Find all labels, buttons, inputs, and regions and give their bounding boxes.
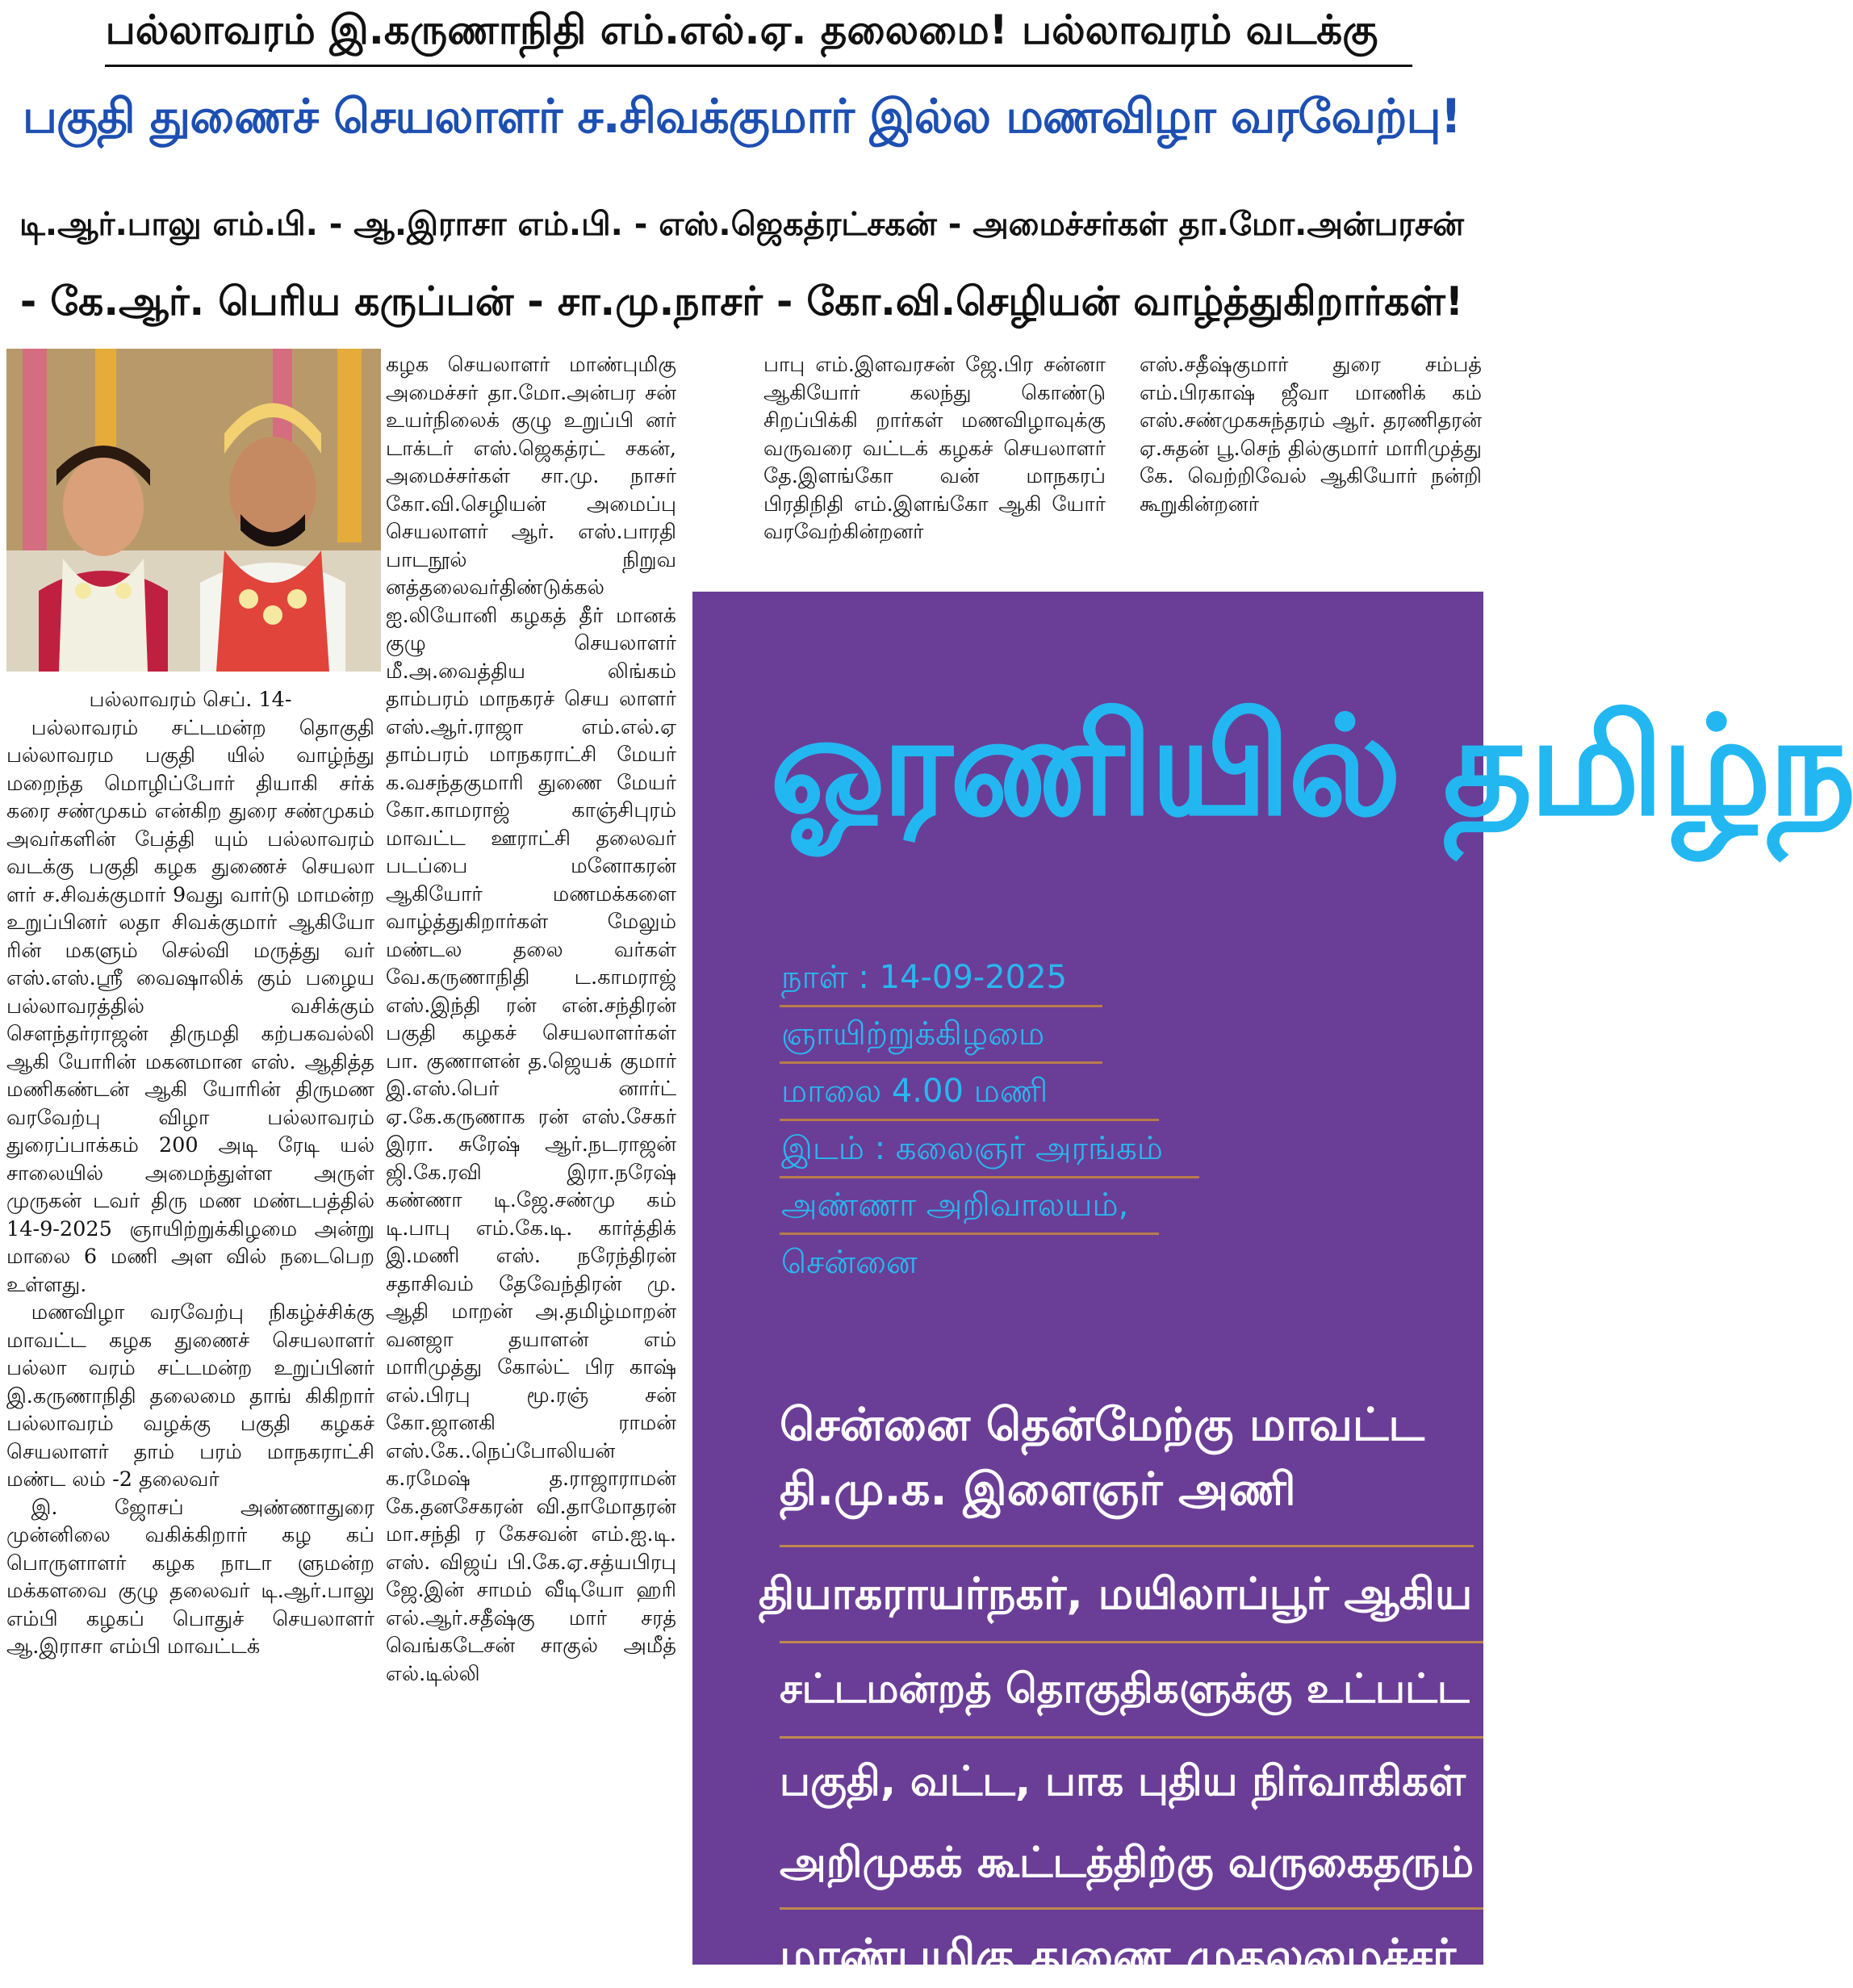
headline-line-2: பகுதி துணைச் செயலாளர் ச.சிவக்குமார் இல்ல மணவிழா வரவேற்பு! xyxy=(22,89,1462,144)
article-paragraph: மணவிழா வரவேற்பு நிகழ்ச்சிக்கு மாவட்ட கழக துணைச் செயலாளர் பல்லா வரம் சட்டமன்ற உறுப்பினர் இ.கருணாநிதி தலைமை தாங் கிகிறார் பல்லாவரம் வழக்கு பகுதி கழகச் செயலாளர் தாம் பரம் மாநகராட்சி மண்ட லம் -2 தலைவர் xyxy=(6,1300,374,1492)
poster-divider xyxy=(780,1005,1102,1007)
poster-event-divider xyxy=(780,1641,1483,1643)
poster-event-line-1: சென்னை தென்மேற்கு மாவட்ட xyxy=(780,1399,1424,1451)
couple-illustration-icon xyxy=(6,349,381,672)
article-paragraph: பாபு எம்.இளவரசன் ஜே.பிர சன்னா ஆகியோர் கலந்து கொண்டு சிறப்பிக்கி றார்கள் மணவிழாவுக்கு வருவரை வட்டக் கழகச் செயலாளர் தே.இளங்கோ வன் மாநகரப் பிரதிநிதி எம்.இளங்கோ ஆகி யோர் வரவேற்கின்றனர் xyxy=(763,353,1106,544)
article-dateline: பல்லாவரம் செப். 14- xyxy=(89,688,292,712)
article-paragraph: இ. ஜோசப் அண்ணாதுரை முன்னிலை வகிக்கிறார் கழ கப் பொருளாளர் கழக நாடா ளுமன்ற மக்களவை குழு தலைவர் டி.ஆர்.பாலு எம்பி கழகப் பொதுச் செயலாளர் ஆ.இராசா எம்பி மாவட்டக் xyxy=(6,1495,374,1659)
article-column-2 xyxy=(386,351,676,1688)
poster-time: மாலை 4.00 மணி xyxy=(781,1073,1048,1110)
headline-line-3: டி.ஆர்.பாலு எம்.பி. - ஆ.இராசா எம்.பி. - எஸ்.ஜெகத்ரட்சகன் - அமைச்சர்கள் தா.மோ.அன்பரசன் xyxy=(19,206,1464,243)
poster-venue-1: இடம் : கலைஞர் அரங்கம் xyxy=(781,1130,1163,1167)
wedding-couple-photo xyxy=(6,349,381,672)
poster-event-divider xyxy=(780,1545,1474,1547)
poster-big-title: ஓரணியில் தமிழ்ந xyxy=(770,687,1853,847)
poster-divider xyxy=(780,1233,1159,1235)
event-poster xyxy=(692,592,1853,1982)
poster-divider xyxy=(780,1176,1199,1178)
article-paragraph: பல்லாவரம் சட்டமன்ற தொகுதி பல்லாவரம பகுதி யில் வாழ்ந்து மறைந்த மொழிப்போர் தியாகி சர்க் கரை சண்முகம் என்கிற துரை சண்முகம் அவர்களின் பேத்தி யும் பல்லாவரம் வடக்கு பகுதி கழக துணைச் செயலா ளர் ச.சிவக்குமார் 9வது வார்டு மாமன்ற உறுப்பினர் லதா சிவக்குமார் ஆகியோ ரின் மகளும் செல்வி மருத்து வர் எஸ்.எஸ்.ஸ்ரீ வைஷாலிக் கும் பழைய பல்லாவரத்தில் வசிக்கும் சௌந்தர்ராஜன் திருமதி கற்பகவல்லி ஆகி யோரின் மகனமான எஸ். ஆதித்த மணிகண்டன் ஆகி யோரின் திருமண வரவேற்பு விழா பல்லாவரம் துரைப்பாக்கம் 200 அடி ரேடி யல் சாலையில் அமைந்துள்ள அருள் முருகன் டவர் திரு மண மண்டபத்தில் 14-9-2025 ஞாயிற்றுக்கிழமை அன்று மாலை 6 மணி அள வில் நடைபெற உள்ளது. xyxy=(6,715,374,1297)
headline-line-1: பல்லாவரம் இ.கருணாநிதி எம்.எல்.ஏ. தலைமை! பல்லாவரம் வடக்கு xyxy=(105,6,1378,53)
poster-day: ஞாயிற்றுக்கிழமை xyxy=(781,1015,1045,1053)
headline-rule xyxy=(105,65,1412,67)
poster-event-divider xyxy=(780,1736,1483,1739)
article-column-3 xyxy=(763,351,1106,546)
poster-event-line-7: மாண்புமிகு துணை முதலமைச்சர் xyxy=(780,1930,1457,1982)
poster-venue-2: அண்ணா அறிவாலயம், xyxy=(781,1187,1129,1224)
poster-event-divider xyxy=(780,1907,1483,1910)
headline-line-4: - கே.ஆர். பெரிய கருப்பன் - சா.மு.நாசர் - கோ.வி.செழியன் வாழ்த்துகிறார்கள்! xyxy=(19,278,1464,324)
poster-event-line-3: தியாகராயர்நகர், மயிலாப்பூர் ஆகிய xyxy=(759,1568,1473,1619)
poster-event-line-2: தி.மு.க. இளைஞர் அணி xyxy=(780,1463,1296,1516)
article-paragraph: எஸ்.சதீஷ்குமார் துரை சம்பத் எம்.பிரகாஷ் ஜீவா மாணிக் கம் எஸ்.சண்முகசுந்தரம் ஆர். தரணிதரன் ஏ.சுதன் பூ.செந் தில்குமார் மாரிமுத்து கே. வெற்றிவேல் ஆகியோர் நன்றி கூறுகின்றனர் xyxy=(1140,353,1482,517)
poster-date: நாள் : 14-09-2025 xyxy=(781,959,1068,996)
article-column-1 xyxy=(6,686,374,1661)
poster-venue-3: சென்னை xyxy=(781,1244,918,1281)
poster-event-line-6: அறிமுகக் கூட்டத்திற்கு வருகைதரும் xyxy=(780,1839,1474,1887)
poster-event-line-4: சட்டமன்றத் தொகுதிகளுக்கு உட்பட்ட xyxy=(780,1665,1470,1712)
article-column-4 xyxy=(1140,351,1482,518)
poster-event-line-5: பகுதி, வட்ட, பாக புதிய நிர்வாகிகள் xyxy=(780,1758,1466,1806)
article-paragraph: கழக செயலாளர் மாண்புமிகு அமைச்சர் தா.மோ.அன்பர சன் உயர்நிலைக் குழு உறுப்பி னர் டாக்டர் எஸ்.ஜெகத்ரட் சகன், அமைச்சர்கள் சா.மு. நாசர் கோ.வி.செழியன் அமைப்பு செயலாளர் ஆர். எஸ்.பாரதி பாடநூல் நிறுவ னத்தலைவர்திண்டுக்கல் ஐ.லியோனி கழகத் தீர் மானக் குழு செயலாளர் மீ.அ.வைத்திய லிங்கம் தாம்பரம் மாநகரச் செய லாளர் எஸ்.ஆர்.ராஜா எம்.எல்.ஏ தாம்பரம் மாநகராட்சி மேயர் க.வசந்தகுமாரி துணை மேயர் கோ.காமராஜ் காஞ்சிபுரம் மாவட்ட ஊராட்சி தலைவர் படப்பை மனோகரன் ஆகியோர் மணமக்களை வாழ்த்துகிறார்கள் மேலும் மண்டல தலை வர்கள் வே.கருணாநிதி ட.காமராஜ் எஸ்.இந்தி ரன் என்.சந்திரன் பகுதி கழகச் செயலாளர்கள் பா. குணாளன் த.ஜெயக் குமார் இ.எஸ்.பெர் னார்ட் ஏ.கே.கருணாக ரன் எஸ்.சேகர் இரா. சுரேஷ் ஆர்.நடராஜன் ஜி.கே.ரவி இரா.நரேஷ் கண்ணா டி.ஜே.சண்மு கம் டி.பாபு எம்.கே.டி. கார்த்திக் இ.மணி எஸ். நரேந்திரன் சதாசிவம் தேவேந்திரன் மு. ஆதி மாறன் அ.தமிழ்மாறன் வனஜா தயாளன் எம் மாரிமுத்து கோல்ட் பிர காஷ் எல்.பிரபு மூ.ரஞ் சன் கோ.ஜானகி ராமன் எஸ்.கே..நெப்போலியன் க.ரமேஷ் த.ராஜாராமன் கே.தனசேகரன் வி.தாமோதரன் மா.சந்தி ர கேசவன் எம்.ஐ.டி. எஸ். விஜய் பி.கே.ஏ.சத்யபிரபு ஜே.இன் சாமம் வீடியோ ஹரி எல்.ஆர்.சதீஷ்கு மார் சரத் வெங்கடேசன் சாகுல் அமீத் எல்.டில்லி xyxy=(386,353,676,1686)
poster-divider xyxy=(780,1119,1159,1121)
poster-divider xyxy=(780,1061,1102,1064)
